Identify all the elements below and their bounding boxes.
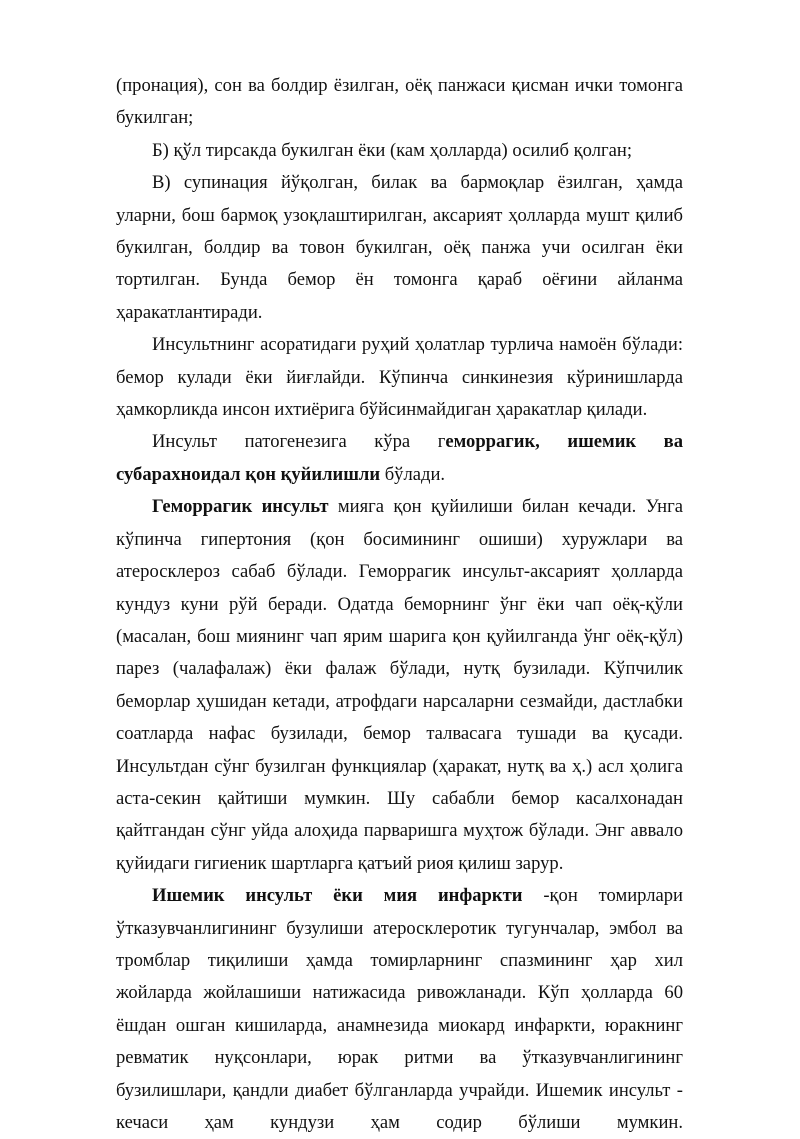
ischemic-stroke-text: -қон томирлари ўтказувчанлигининг бузулиши атеросклеротик тугунчалар, эмбол ва тромблар тиқилиши ҳамда томирларнинг спазмининг ҳар хил жойларда жойлашиши натижасида ривожланади. Кўп ҳолларда 60 ёшдан ошган кишиларда, анамнезида миокард инфаркти, юракнинг ревматик нуқсонлари, юрак ритми ва ўтказувчанлигининг бузилишлари, қандли диабет бўлганларда учрайди. Ишемик инсульт - кечаси ҳам кундузи ҳам содир бўлиши мумкин. — [116, 885, 684, 1133]
paragraph-mental-states: Инсультнинг асоратидаги руҳий ҳолатлар турлича намоён бўлади: бемор кулади ёки йиғлайди. Кўпинча синкинезия кўринишларда ҳамкорликда инсон ихтиёрига бўйсинмайдиган ҳаракатлар қилади. — [116, 334, 683, 421]
paragraph-hemorrhagic-stroke — [116, 491, 683, 880]
pathogenesis-text-end: бўлади. — [380, 463, 446, 485]
ischemic-stroke-term: Ишемик инсульт ёки мия инфаркти — [152, 885, 523, 907]
pathogenesis-types-bold: еморрагик, ишемик ва субарахноидал қон қуйилишли — [116, 431, 684, 485]
paragraph-item-v: В) супинация йўқолган, билак ва бармоқлар ёзилган, ҳамда уларни, бош бармоқ узоқлаштирилган, аксарият ҳолларда мушт қилиб букилган, болдир ва товон букилган, оёқ панжа учи осилган ёки тортилган. Бунда бемор ён томонга қараб оёғини айланма ҳаракатлантиради. — [116, 172, 683, 323]
paragraph-pronation: (пронация), сон ва болдир ёзилган, оёқ панжаси қисман ички томонга букилган; — [116, 75, 683, 129]
hemorrhagic-stroke-text: мияга қон қуйилиши билан кечади. Унга кўпинча гипертония (қон босимининг ошиши) хуружлари ва атеросклероз сабаб бўлади. Геморрагик инсульт-аксарият ҳолларда кундуз куни рўй беради. Одатда беморнинг ўнг ёки чап оёқ-қўли (масалан, бош миянинг чап ярим шарига қон қуйилганда ўнг оёқ-қўл) парез (чалафалаж) ёки фалаж бўлади, нутқ бузилади. Кўпчилик беморлар ҳушидан кетади, атрофдаги нарсаларни сезмайди, дастлабки соатларда нафас бузилади, бемор талвасага тушади ва қусади. Инсультдан сўнг бузилган функциялар (ҳаракат, нутқ ва ҳ.) асл ҳолига аста-секин қайтиши мумкин. Шу сабабли бемор касалхонадан қайтгандан сўнг уйда алоҳида парваришга муҳтож бўлади. Энг аввало қуйидаги гигиеник шартларга қатъий риоя қилиш зарур. — [116, 496, 683, 874]
pathogenesis-text-start: Инсульт патогенезига кўра г — [152, 431, 446, 453]
paragraph-pathogenesis — [116, 426, 683, 491]
paragraph-item-b: Б) қўл тирсакда букилган ёки (кам ҳолларда) осилиб қолган; — [152, 139, 632, 161]
document-page — [116, 70, 683, 1139]
paragraph-ischemic-stroke — [116, 880, 683, 1139]
hemorrhagic-stroke-term: Геморрагик инсульт — [152, 496, 329, 518]
